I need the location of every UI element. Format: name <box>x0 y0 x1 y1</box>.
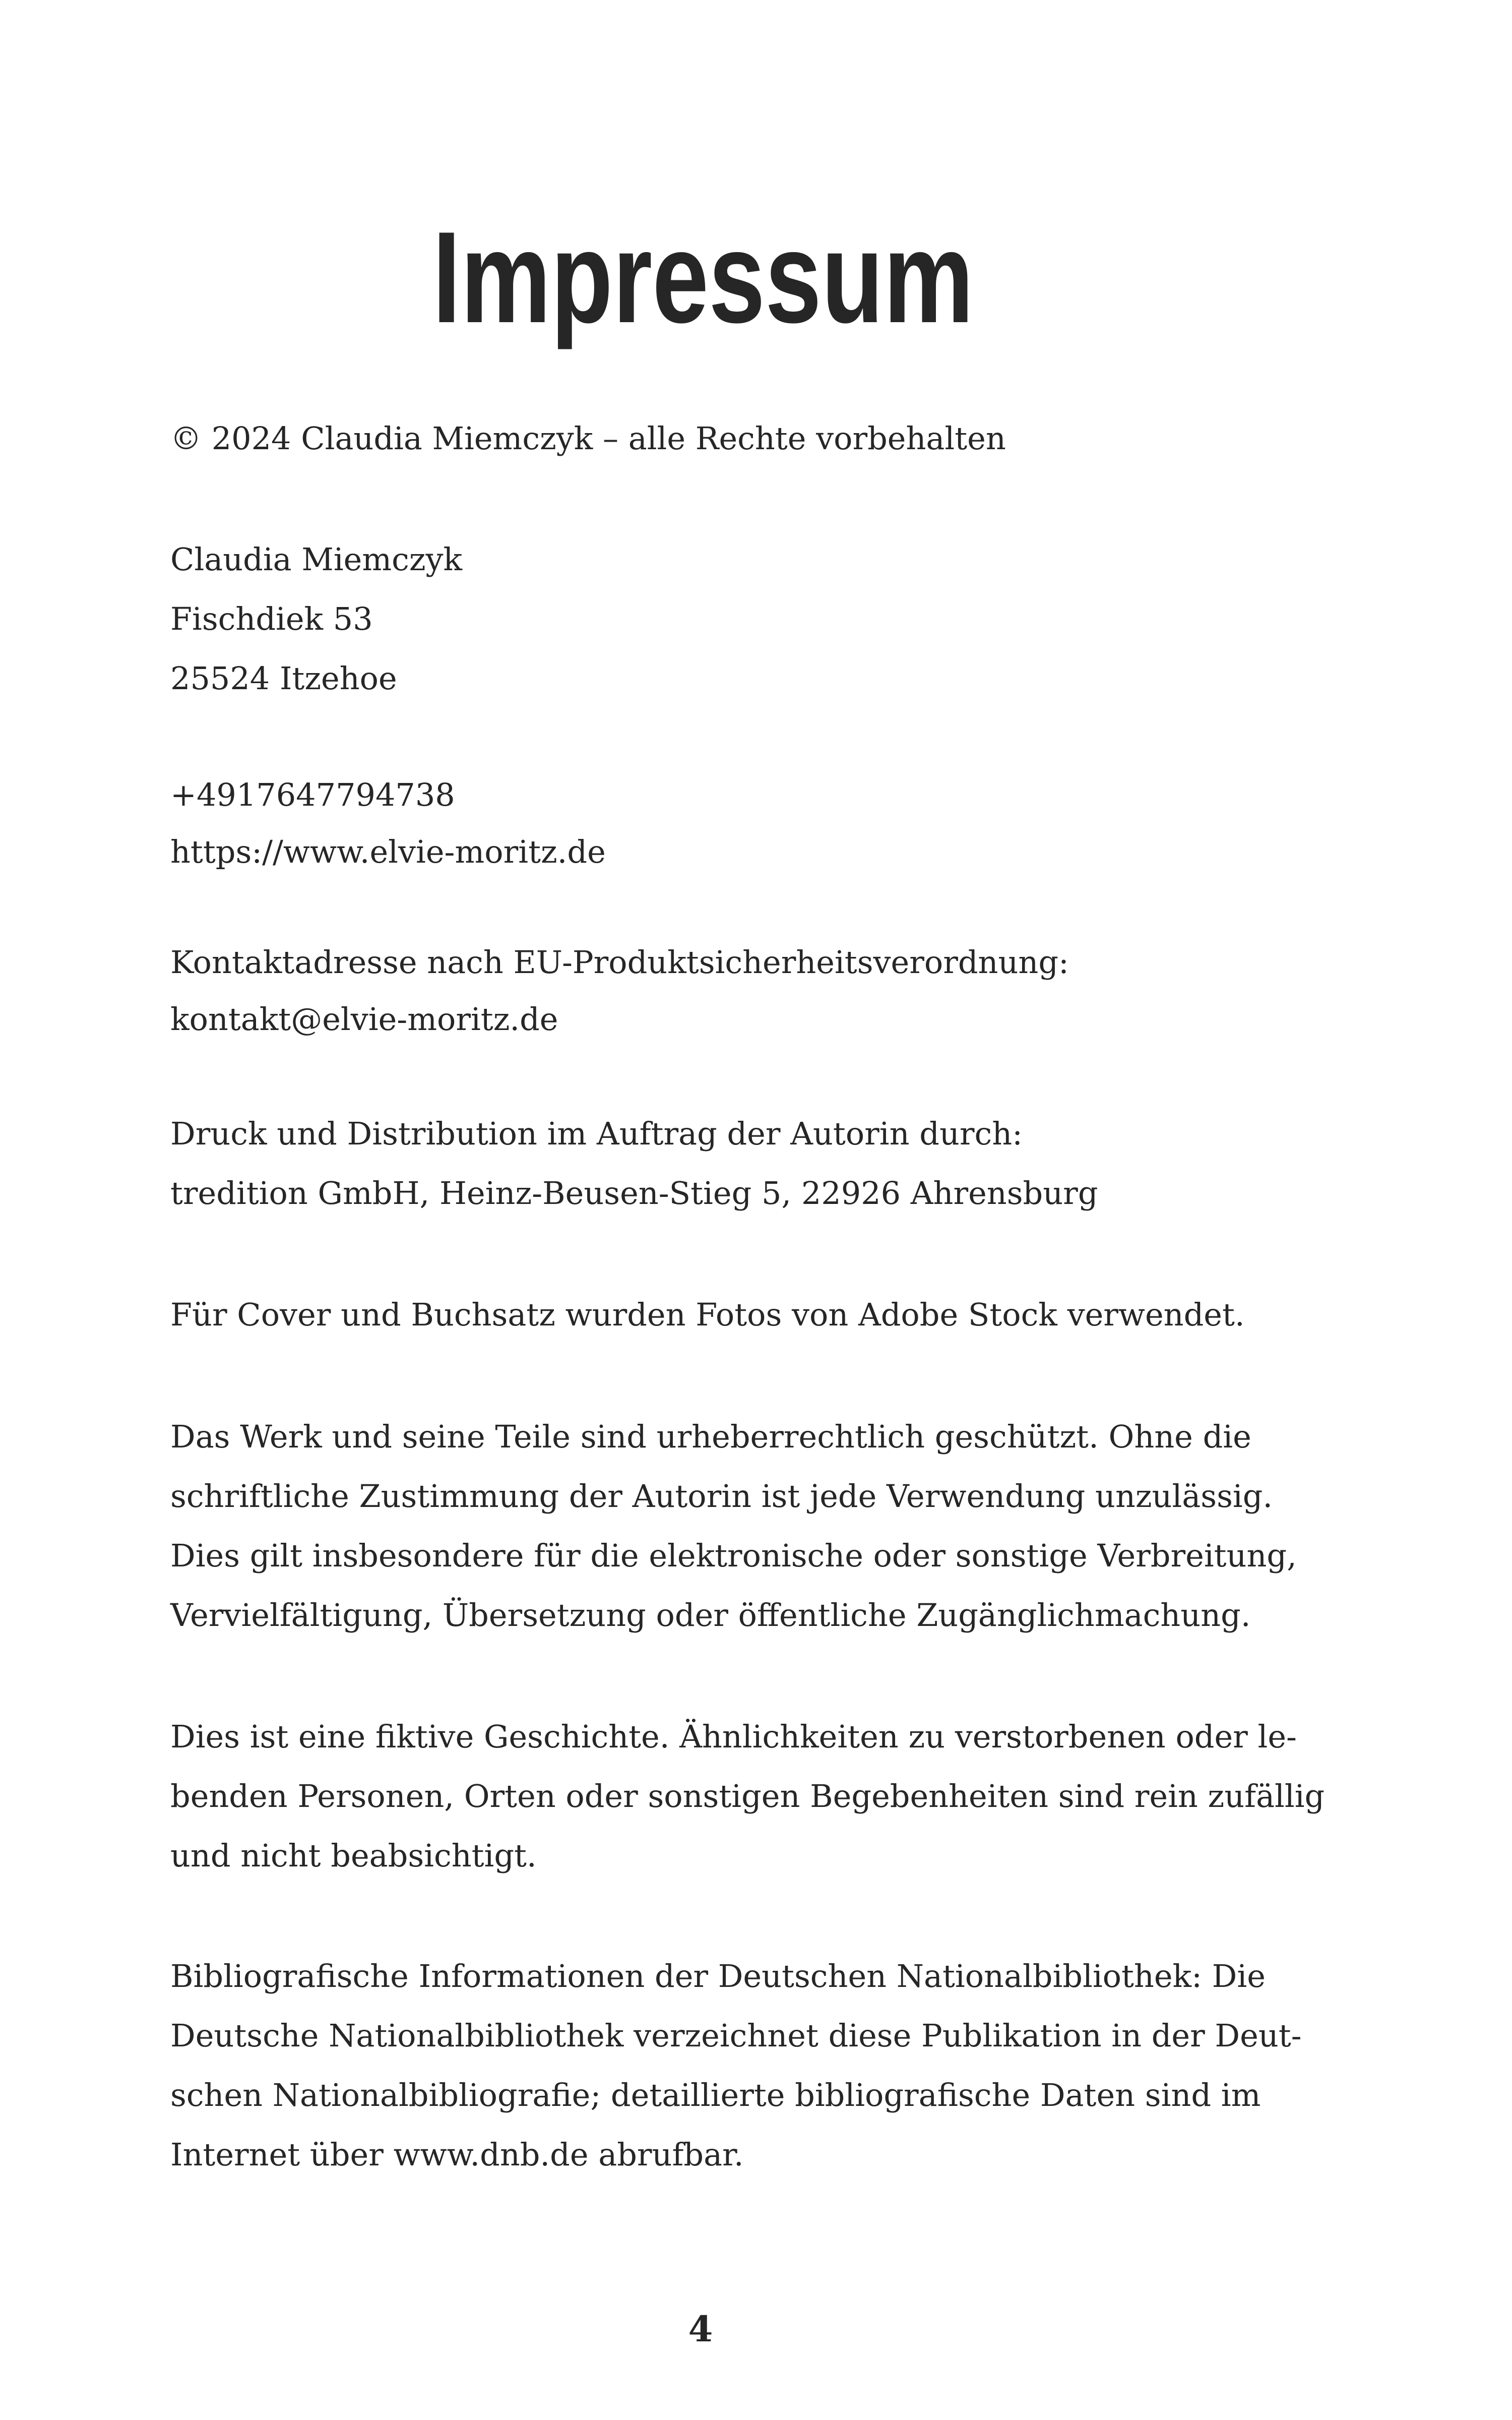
copyright-notice-line: Vervielfältigung, Übersetzung oder öffentliche Zugänglichmachung. <box>170 1597 1251 1634</box>
safety-contact-email: kontakt@elvie-moritz.de <box>170 1001 558 1038</box>
page-number: 4 <box>688 2308 713 2350</box>
copyright-notice-line: Das Werk und seine Teile sind urheberrechtlich geschützt. Ohne die <box>170 1418 1251 1455</box>
safety-contact-label: Kontaktadresse nach EU-Produktsicherheitsverordnung: <box>170 944 1069 981</box>
distribution-address: tredition GmbH, Heinz-Beusen-Stieg 5, 22926 Ahrensburg <box>170 1175 1098 1212</box>
address-city: 25524 Itzehoe <box>170 660 397 697</box>
bibliography-notice-line: Deutsche Nationalbibliothek verzeichnet diese Publikation in der Deut- <box>170 2017 1302 2054</box>
bibliography-notice-line: Internet über www.dnb.de abrufbar. <box>170 2136 744 2173</box>
distribution-label: Druck und Distribution im Auftrag der Autorin durch: <box>170 1115 1023 1152</box>
page-title: Impressum <box>432 204 974 350</box>
copyright-line: © 2024 Claudia Miemczyk – alle Rechte vorbehalten <box>170 420 1006 457</box>
fiction-notice-line: Dies ist eine fiktive Geschichte. Ähnlichkeiten zu verstorbenen oder le- <box>170 1718 1297 1755</box>
address-name: Claudia Miemczyk <box>170 541 463 578</box>
fiction-notice-line: benden Personen, Orten oder sonstigen Begebenheiten sind rein zufällig <box>170 1778 1325 1814</box>
phone-number: +4917647794738 <box>170 776 455 813</box>
website-url: https://www.elvie-moritz.de <box>170 833 606 870</box>
cover-credit: Für Cover und Buchsatz wurden Fotos von Adobe Stock verwendet. <box>170 1296 1245 1333</box>
copyright-notice-line: schriftliche Zustimmung der Autorin ist jede Verwendung unzulässig. <box>170 1478 1273 1515</box>
copyright-notice-line: Dies gilt insbesondere für die elektronische oder sonstige Verbreitung, <box>170 1537 1297 1574</box>
bibliography-notice-line: Bibliografische Informationen der Deutschen Nationalbibliothek: Die <box>170 1958 1266 1994</box>
bibliography-notice-line: schen Nationalbibliografie; detaillierte bibliografische Daten sind im <box>170 2077 1261 2113</box>
fiction-notice-line: und nicht beabsichtigt. <box>170 1837 537 1874</box>
address-street: Fischdiek 53 <box>170 600 373 637</box>
